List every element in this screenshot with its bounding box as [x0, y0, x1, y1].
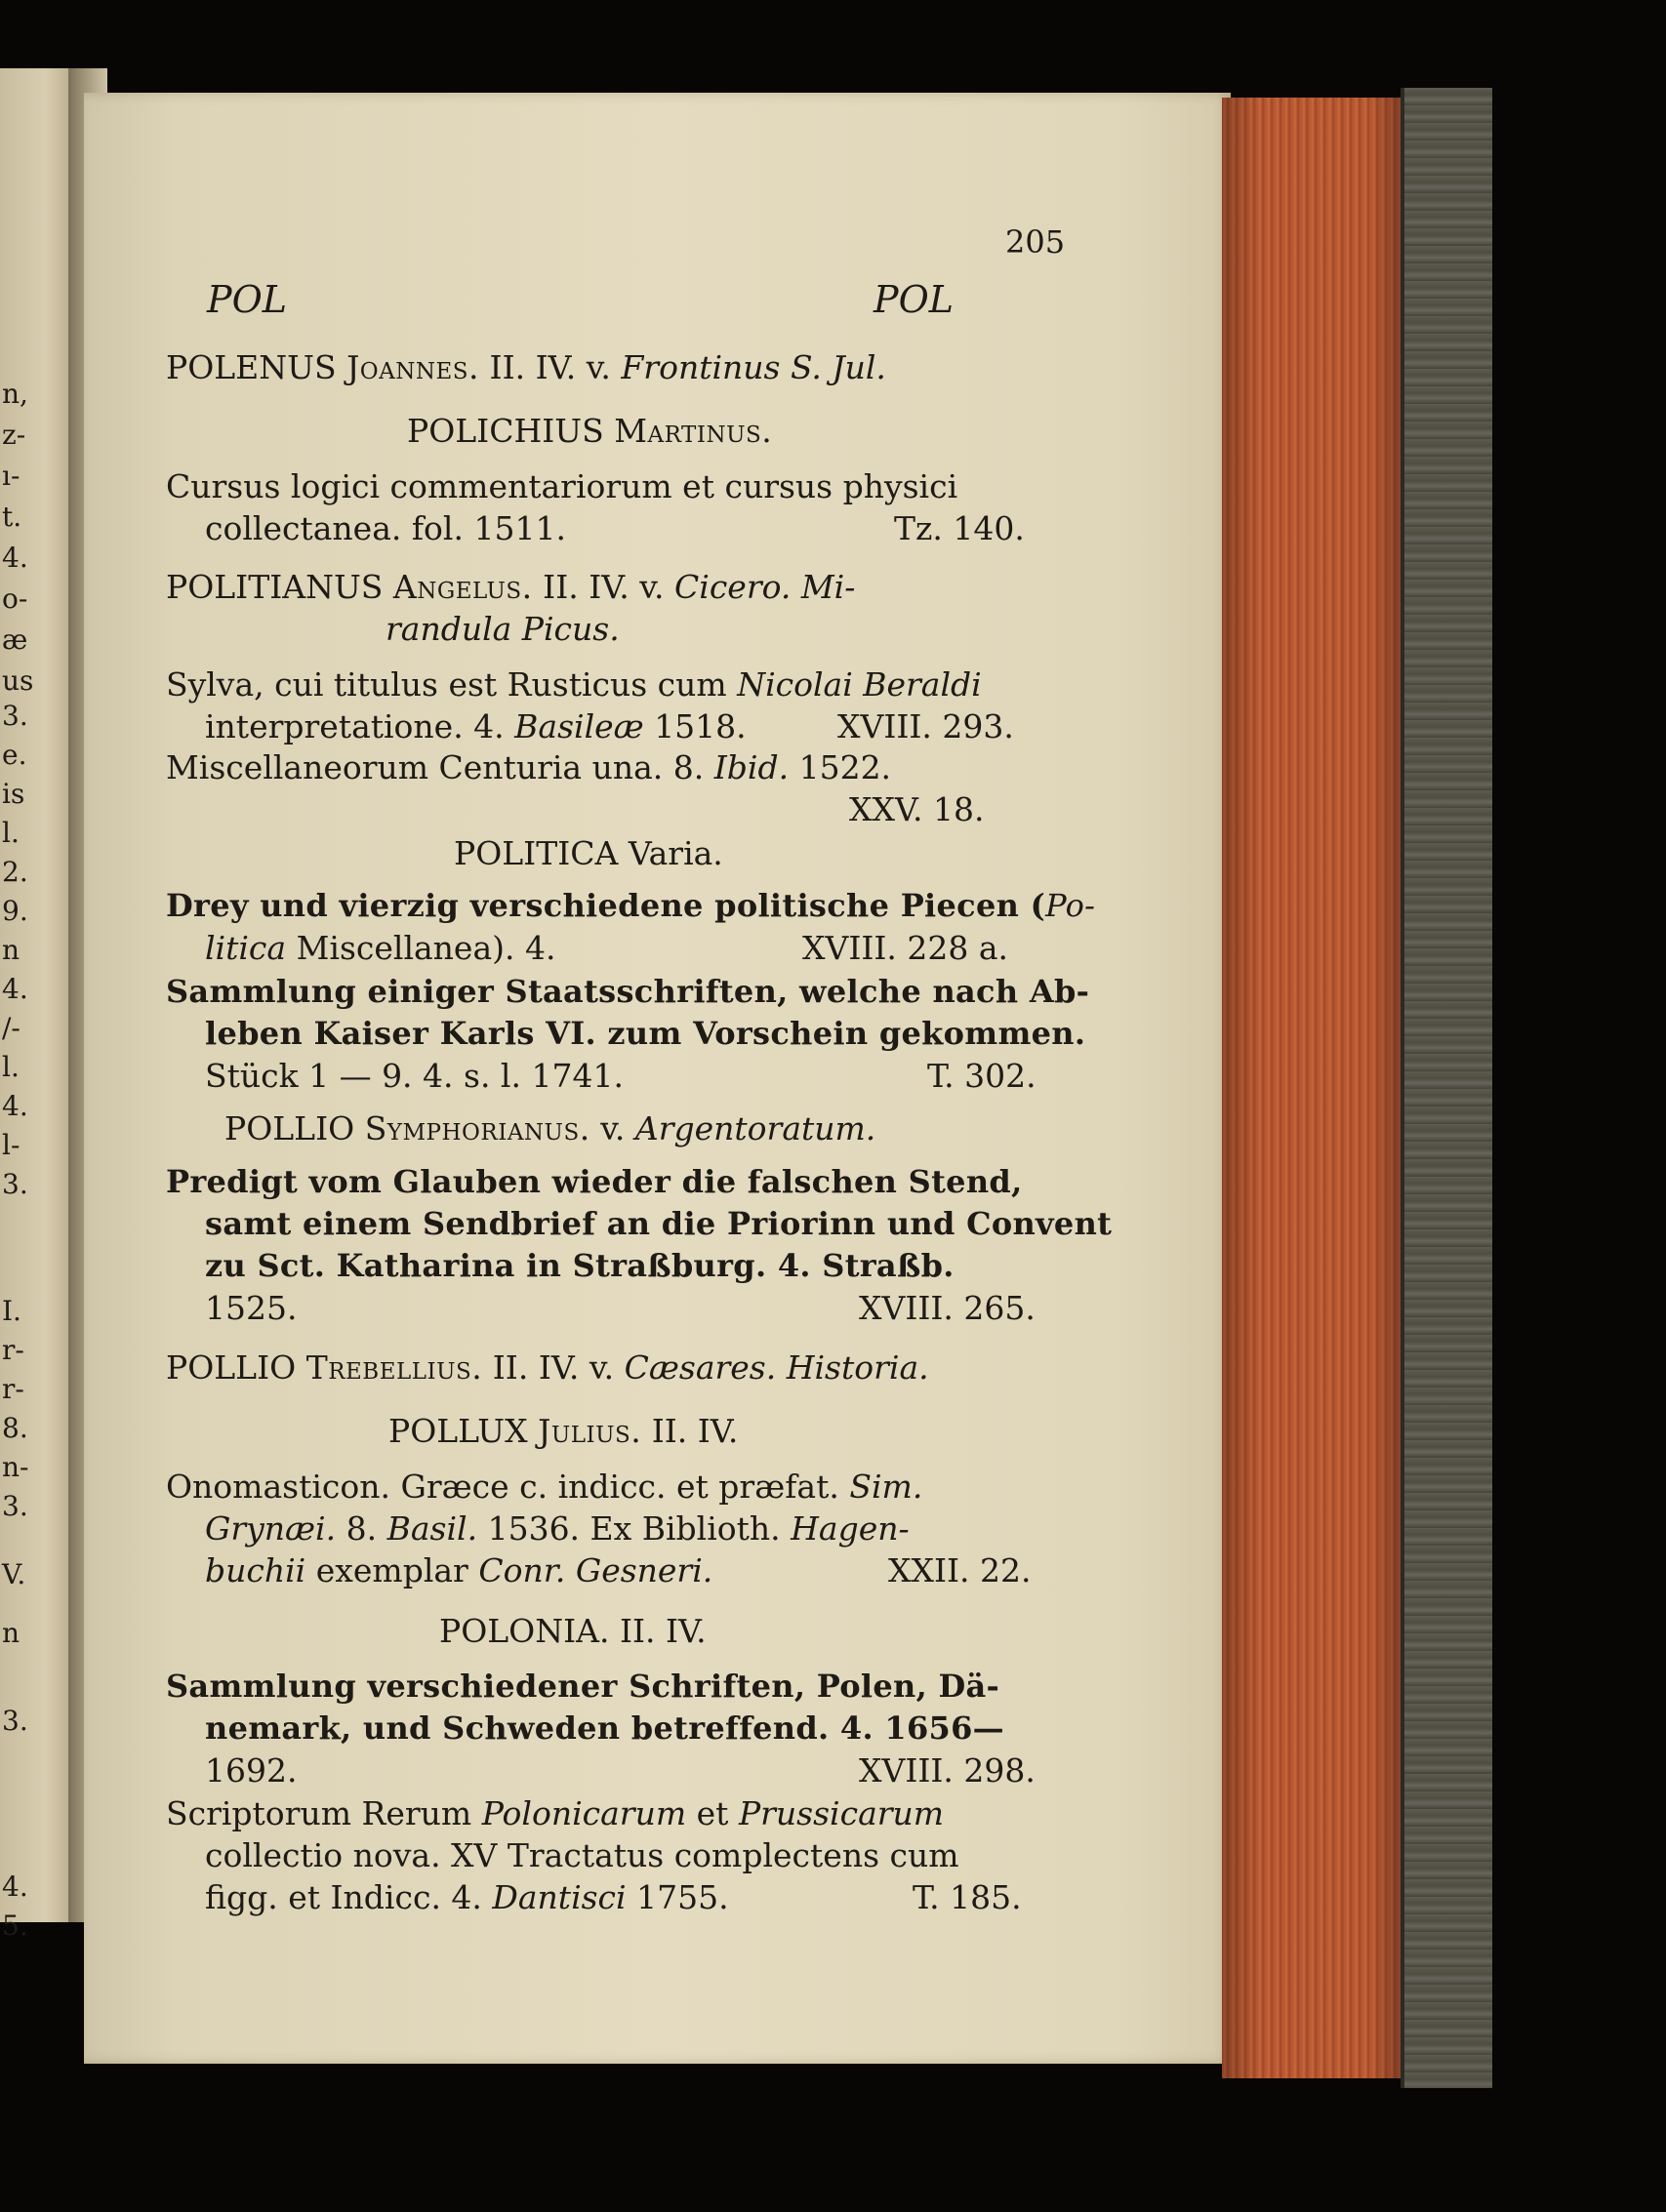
left-margin-fragment: us	[2, 664, 34, 697]
entry-heading-polenus	[166, 348, 886, 386]
shelf-mark: Tz. 140.	[894, 509, 1025, 547]
left-margin-fragment: l-	[2, 1129, 20, 1161]
title-italic: Prussicarum	[738, 1794, 945, 1832]
title-text: Drey und vierzig verschiedene politische Piecen (	[166, 887, 1046, 924]
title-italic: Polonicarum	[481, 1794, 687, 1832]
left-margin-fragment: 3.	[2, 1490, 28, 1522]
entry-line-fraktur: zu Sct. Katharina in Straßburg. 4. Straßb.	[205, 1247, 955, 1284]
see-ref-target: Argentoratum.	[634, 1109, 876, 1147]
volume-ref: II. IV.	[543, 568, 630, 606]
left-margin-fragment: n-	[2, 1451, 29, 1483]
left-margin-fragment: ı-	[2, 460, 20, 492]
title-text: Miscellanea). 4.	[296, 929, 556, 967]
left-margin-fragment: 4.	[2, 1090, 28, 1122]
shelf-mark: XVIII. 228 a.	[802, 929, 1009, 967]
owner-italic: Conr. Gesneri.	[478, 1551, 713, 1589]
left-margin-fragment: t.	[2, 501, 22, 533]
entry-line-fraktur: Predigt vom Glauben wieder die falschen Stend,	[166, 1163, 1023, 1200]
entry-line	[205, 707, 747, 745]
volume-ref: II. IV.	[489, 348, 577, 386]
left-margin-fragment: l.	[2, 1051, 20, 1083]
page-number: 205	[1005, 223, 1066, 261]
title-text: 1536. Ex Biblioth.	[487, 1509, 781, 1548]
shelf-mark: XVIII. 298.	[859, 1751, 1036, 1790]
title-italic: litica	[205, 929, 287, 967]
entry-line: 1525.	[205, 1289, 298, 1327]
left-margin-fragment: æ	[2, 623, 28, 656]
format: 8.	[345, 1509, 378, 1548]
left-margin-fragment: r-	[2, 1334, 24, 1366]
entry-line	[166, 748, 892, 786]
entry-line	[166, 1468, 923, 1506]
shelf-mark: XXII. 22.	[888, 1551, 1032, 1589]
left-margin-fragment: n	[2, 934, 20, 966]
shelf-mark: T. 302.	[927, 1057, 1036, 1095]
entry-line	[205, 1509, 910, 1548]
entry-line: collectio nova. XV Tractatus complectens cum	[205, 1836, 959, 1874]
place-italic: Basil.	[386, 1509, 478, 1548]
see-ref: v.	[586, 348, 611, 386]
author-forename: Martinus.	[614, 412, 773, 450]
shelf-mark: T. 185.	[913, 1878, 1022, 1916]
owner-italic: Hagen-	[791, 1509, 910, 1548]
entry-line-fraktur: nemark, und Schweden betreffend. 4. 1656—	[205, 1709, 1004, 1747]
author-surname: POLITIANUS	[166, 568, 384, 606]
left-margin-fragment: /-	[2, 1012, 20, 1044]
entry-line	[166, 1794, 945, 1832]
entry-line-fraktur: samt einem Sendbrief an die Priorinn und Convent	[205, 1205, 1113, 1242]
year: 1522.	[798, 748, 892, 786]
left-margin-fragment: 4.	[2, 973, 28, 1005]
left-margin-fragment: 4.	[2, 1870, 28, 1903]
author-forename: Julius.	[538, 1412, 642, 1450]
see-ref-target: Cæsares. Historia.	[624, 1348, 929, 1387]
entry-line-fraktur: leben Kaiser Karls VI. zum Vorschein gekommen.	[205, 1015, 1086, 1052]
left-margin-fragment: 5.	[2, 1910, 28, 1942]
entry-heading-pollio-trebellius	[166, 1348, 929, 1387]
left-margin-fragment: n,	[2, 378, 28, 410]
shelf-mark: XVIII. 265.	[859, 1289, 1036, 1327]
title-text: Miscellaneorum Centuria una. 8.	[166, 748, 705, 786]
author-surname: POLENUS	[166, 348, 337, 386]
entry-line-fraktur: Sammlung einiger Staatsschriften, welche nach Ab-	[166, 973, 1090, 1010]
author-surname: POLICHIUS	[407, 412, 604, 450]
left-margin-fragment: V.	[2, 1558, 26, 1590]
place-italic: Dantisci	[492, 1878, 627, 1916]
author-forename: Symphorianus.	[364, 1109, 590, 1147]
editor-italic: Grynæi.	[205, 1509, 337, 1548]
left-margin-fragment: 8.	[2, 1412, 28, 1444]
place-italic: Basileæ	[514, 707, 644, 745]
entry-heading-pollio-symphorianus	[224, 1109, 876, 1147]
left-margin-fragment: r-	[2, 1373, 24, 1405]
entry-heading-polonia: POLONIA. II. IV.	[439, 1612, 707, 1650]
entry-line	[205, 929, 556, 967]
entry-heading-politica: POLITICA Varia.	[454, 834, 723, 872]
left-margin-fragment: 9.	[2, 895, 28, 927]
volume-ref: II. IV.	[492, 1348, 580, 1387]
shelf-mark: XXV. 18.	[849, 790, 985, 828]
year: 1755.	[636, 1878, 729, 1916]
see-ref: v.	[639, 568, 665, 606]
left-margin-fragment: I.	[2, 1295, 21, 1327]
running-head-left: POL	[207, 278, 287, 321]
author-forename: Angelus.	[392, 568, 533, 606]
see-ref: v.	[600, 1109, 626, 1147]
left-margin-fragment: 2.	[2, 856, 28, 888]
entry-line: collectanea. fol. 1511.	[205, 509, 566, 547]
left-margin-fragment: n	[2, 1617, 20, 1649]
year: 1518.	[654, 707, 747, 745]
title-text: et	[696, 1794, 729, 1832]
author-surname: POLLUX	[388, 1412, 528, 1450]
shelf-mark: XVIII. 293.	[837, 707, 1014, 745]
see-ref-continuation: randula Picus.	[386, 610, 620, 648]
left-margin-fragment: e.	[2, 739, 27, 771]
author-surname: POLLIO	[166, 1348, 297, 1387]
left-margin-fragment: 3.	[2, 1705, 28, 1737]
editor-italic: Sim.	[849, 1468, 923, 1506]
title-italic: Nicolai Beraldi	[737, 665, 982, 704]
entry-line	[205, 1551, 713, 1589]
entry-line-fraktur: Sammlung verschiedener Schriften, Polen, Dä-	[166, 1668, 1000, 1705]
volume-ref: II. IV.	[651, 1412, 739, 1450]
left-margin-fragment: 3.	[2, 700, 28, 732]
title-text: Onomasticon. Græce c. indicc. et præfat.	[166, 1468, 839, 1506]
see-ref: v.	[589, 1348, 615, 1387]
title-text: Sylva, cui titulus est Rusticus cum	[166, 665, 727, 704]
entry-heading-polichius	[407, 412, 773, 450]
entry-line: Cursus logici commentariorum et cursus physici	[166, 467, 958, 505]
owner-italic: buchii	[205, 1551, 306, 1589]
title-text: interpretatione. 4.	[205, 707, 505, 745]
left-margin-fragment: l.	[2, 817, 20, 849]
entry-line: 1692.	[205, 1751, 298, 1790]
entry-line: Stück 1 — 9. 4. s. l. 1741.	[205, 1057, 624, 1095]
title-italic: Po-	[1045, 887, 1096, 924]
author-surname: POLLIO	[224, 1109, 355, 1147]
entry-heading-pollux	[388, 1412, 739, 1450]
left-margin-fragment: 3.	[2, 1168, 28, 1200]
title-text: figg. et Indicc. 4.	[205, 1878, 482, 1916]
left-margin-fragment: 4.	[2, 542, 28, 574]
left-margin-fragment: is	[2, 778, 25, 810]
entry-line-fraktur	[166, 887, 1096, 924]
title-text: exemplar	[315, 1551, 468, 1589]
author-forename: Trebellius.	[305, 1348, 483, 1387]
running-head-right: POL	[874, 278, 954, 321]
title-text: Scriptorum Rerum	[166, 1794, 472, 1832]
author-forename: Joannes.	[346, 348, 480, 386]
entry-heading-politianus	[166, 568, 856, 606]
left-margin-fragment: z-	[2, 419, 26, 451]
place-italic: Ibid.	[713, 748, 790, 786]
entry-line	[205, 1878, 729, 1916]
see-ref-target: Cicero. Mi-	[674, 568, 856, 606]
see-ref-target: Frontinus S. Jul.	[621, 348, 886, 386]
entry-line	[166, 665, 982, 704]
left-margin-fragment: o-	[2, 583, 28, 615]
